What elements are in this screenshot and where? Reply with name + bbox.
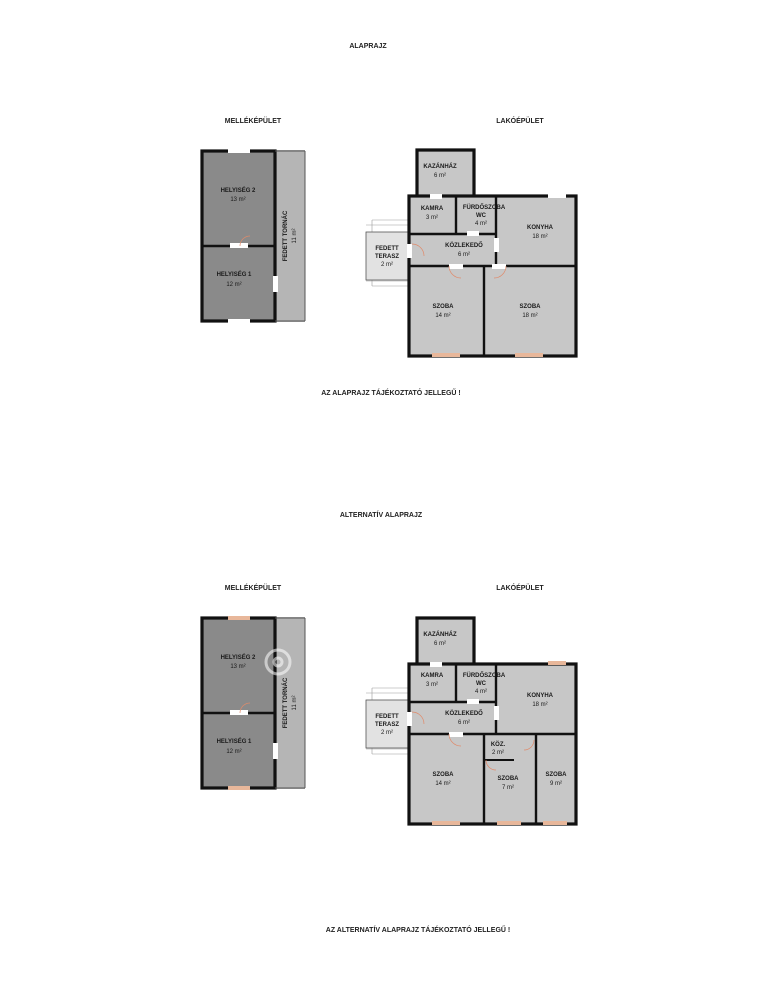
room-label-area: 6 m² xyxy=(458,720,470,726)
room-label-area: 6 m² xyxy=(434,641,446,647)
plan-1-disclaimer: AZ ALAPRAJZ TÁJÉKOZTATÓ JELLEGŰ ! xyxy=(321,390,461,397)
room-label-area: 14 m² xyxy=(435,781,451,787)
window xyxy=(543,821,567,825)
porch-label-area: 11 m² xyxy=(292,228,298,244)
room-label-area: 2 m² xyxy=(381,262,393,268)
doorway xyxy=(467,231,479,236)
room-label-name: HELYISÉG 2 xyxy=(220,655,256,661)
room-label-name: KÖZ. xyxy=(490,742,506,748)
room-label-name: KAZÁNHÁZ xyxy=(423,164,457,170)
doorway xyxy=(430,194,442,199)
room-konyha xyxy=(496,196,576,266)
doorway xyxy=(449,264,463,269)
window xyxy=(548,193,566,198)
room-label-sub: TERASZ xyxy=(375,254,399,260)
window xyxy=(228,616,250,620)
room-label-area: 13 m² xyxy=(230,197,246,203)
porch-label-area: 11 m² xyxy=(292,695,298,711)
room-label-sub: WC xyxy=(476,213,486,219)
doorway xyxy=(494,706,499,720)
door-opening xyxy=(273,276,278,292)
room-label-area: 12 m² xyxy=(226,749,242,755)
room-label-name: HELYISÉG 1 xyxy=(216,739,252,745)
room-label-area: 13 m² xyxy=(230,664,246,670)
entrance-door xyxy=(407,712,412,726)
window xyxy=(228,319,250,324)
room-szoba xyxy=(409,266,484,356)
room-label-name: FÜRDŐSZOBA xyxy=(462,673,506,679)
room-szoba xyxy=(484,266,576,356)
room-label-area: 6 m² xyxy=(434,173,446,179)
room-szoba xyxy=(409,734,484,824)
plan-2-disclaimer: AZ ALTERNATÍV ALAPRAJZ TÁJÉKOZTATÓ JELLEGŰ ! xyxy=(325,927,511,934)
room-label-name: KONYHA xyxy=(526,225,554,231)
plan-2-title: ALTERNATÍV ALAPRAJZ xyxy=(339,512,423,519)
window xyxy=(497,821,521,825)
room-label-name: FÜRDŐSZOBA xyxy=(462,205,506,211)
plan-1-title: ALAPRAJZ xyxy=(349,43,387,50)
porch-label-name: FEDETT TORNÁC xyxy=(283,210,289,262)
room-label-name: KAMRA xyxy=(420,206,444,212)
porch-area xyxy=(275,617,305,789)
plan-1 xyxy=(202,43,576,397)
room-label-area: 2 m² xyxy=(492,750,504,756)
plan-1-outbuilding-label: MELLÉKÉPÜLET xyxy=(224,118,282,125)
plan-2-outbuilding-label: MELLÉKÉPÜLET xyxy=(224,585,282,592)
room-konyha xyxy=(496,664,576,734)
room-label-name: SZOBA xyxy=(545,772,567,778)
window xyxy=(228,148,250,153)
plan-1-house-label: LAKÓÉPÜLET xyxy=(496,118,544,125)
window xyxy=(228,786,250,790)
room-label-name: FEDETT xyxy=(375,246,399,252)
room-label-name: KÖZLEKEDŐ xyxy=(445,711,483,717)
doorway xyxy=(492,264,506,269)
room-label-area: 18 m² xyxy=(532,702,548,708)
room-label-name: FEDETT xyxy=(375,714,399,720)
room-label-area: 4 m² xyxy=(475,689,487,695)
window xyxy=(548,661,566,665)
room-label-name: HELYISÉG 1 xyxy=(216,272,252,278)
plan-1-outbuilding xyxy=(202,148,305,324)
door-opening xyxy=(273,743,278,759)
room-label-area: 7 m² xyxy=(502,785,514,791)
room-label-area: 9 m² xyxy=(550,781,562,787)
room-label-sub: TERASZ xyxy=(375,722,399,728)
room-label-area: 18 m² xyxy=(532,234,548,240)
plan-1-house xyxy=(366,150,576,357)
doorway xyxy=(494,238,499,252)
doorway xyxy=(449,732,463,737)
porch-label-name: FEDETT TORNÁC xyxy=(283,677,289,729)
room-label-area: 18 m² xyxy=(522,313,538,319)
room-label-name: SZOBA xyxy=(432,304,454,310)
room-label-area: 4 m² xyxy=(475,221,487,227)
room-label-name: SZOBA xyxy=(519,304,541,310)
room-label-name: KAZÁNHÁZ xyxy=(423,632,457,638)
doorway xyxy=(230,710,248,715)
room-label-name: KÖZLEKEDŐ xyxy=(445,243,483,249)
room-label-name: SZOBA xyxy=(497,776,519,782)
plan-2-house xyxy=(366,618,576,825)
room-label-name: KAMRA xyxy=(420,673,444,679)
room-label-name: SZOBA xyxy=(432,772,454,778)
doorway xyxy=(430,662,442,667)
doorway xyxy=(467,699,479,704)
plan-2-house-label: LAKÓÉPÜLET xyxy=(496,585,544,592)
room-label-name: HELYISÉG 2 xyxy=(220,188,256,194)
plan-2-outbuilding xyxy=(202,616,305,790)
porch-area xyxy=(275,150,305,322)
room-label-name: KONYHA xyxy=(526,693,554,699)
entrance-door xyxy=(407,244,412,258)
window xyxy=(432,353,460,357)
room-label-area: 6 m² xyxy=(458,252,470,258)
room-label-area: 12 m² xyxy=(226,282,242,288)
room-label-sub: WC xyxy=(476,681,486,687)
room-label-area: 2 m² xyxy=(381,730,393,736)
room-label-area: 14 m² xyxy=(435,313,451,319)
room-szoba-9 xyxy=(536,734,576,824)
window xyxy=(432,821,460,825)
room-label-area: 3 m² xyxy=(426,215,438,221)
window xyxy=(515,353,543,357)
plan-2 xyxy=(202,510,576,934)
doorway xyxy=(230,243,248,248)
room-szoba-small xyxy=(484,760,536,824)
room-label-area: 3 m² xyxy=(426,682,438,688)
